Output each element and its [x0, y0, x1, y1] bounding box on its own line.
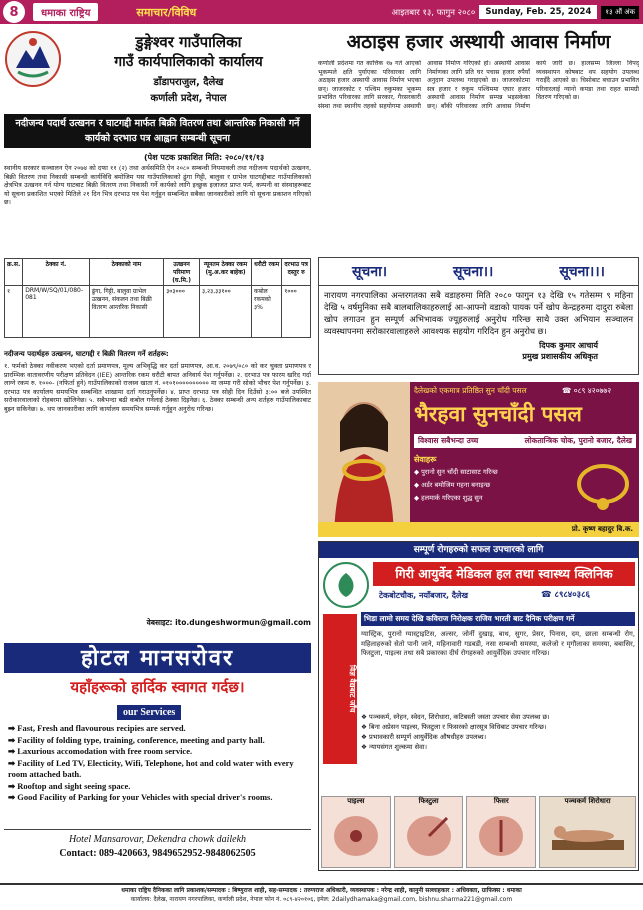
services-list — [8, 723, 308, 804]
fistula-image: फिस्टुला — [394, 796, 464, 868]
table-cell: १ — [5, 286, 23, 338]
notice-heading — [319, 258, 638, 286]
clinic-place: टेकबोटचौक, नयाँबजार, दैलेख — [379, 591, 469, 600]
notice-signer: दिपक कुमार आचार्य — [539, 341, 598, 350]
clinic-banner: सम्पूर्ण रोगहरुको सफल उपचारको लागि — [319, 542, 638, 558]
jewellery-icon — [572, 456, 634, 516]
issue-date-np: आइतबार १३, फागुन २०८० — [391, 7, 476, 18]
office-name: गाउँ कार्यपालिकाको कार्यालय — [114, 54, 263, 70]
notice-signer-title: प्रमुख प्रशासकीय अधिकृत — [522, 352, 598, 361]
conditions-text: १. फर्मको ठेक्का नवीकरण भएको दर्ता प्रमाणपत्र, मूल्य अभिवृद्धि कर दर्ता प्रमाणपत्र, आ.व. २०७९/०८० को कर चुक्ता प्रमाणपत्र र प्रारम्भिक वातावरणीय परीक्षण प्रतिवेदन (IEE) आन्तरिक रकम धरौटी बापत अनिवार्य पेश गर्नुपर्नेछ। २. दरभाउ पत्र फारम खरिद गर्दा लाग्ने रकम रु. १०००- (नफिर्ता हुने) गाउँपालिकाको राजस्व खाता नं. ०१०१०००००००००० मा जम्मा गरी सोको भौचर पेश गर्नुपर्नेछ। ३. दरभाउ पत्र कार्यालय समयभित्र सम्बन्धित शाखामा दर्ता गराउनुपर्नेछ। ४. प्राप्त दरभाउ पत्र सोही दिन दिउँसो ३:०० बजे उपस्थित सरोकारवालाको रोहबरमा खोलिनेछ। ५. सबैभन्दा बढी कबोल गर्नेलाई ठेक्का दिइनेछ। ६. ठेक्का सम्बन्धी अन्य शर्तहरु गाउँपालिकाबाट बुझ्न सकिनेछ। ७. थप जानकारीका लागि कार्यालय समयभित्र सम्पर्क गर्नुहुन अनुरोध गरिन्छ। — [4, 362, 311, 413]
fissure-image: फिसर — [466, 796, 536, 868]
list-item: ◆ अर्डर बमोजिम गहना बनाइन्छ — [414, 481, 491, 489]
tender-table — [4, 258, 311, 338]
table-header: दरभाउ पत्र दस्तुर रु — [282, 259, 311, 286]
table-header: धरौटी रकम — [252, 259, 282, 286]
notice-website: वेबसाइट: ito.dungeshwormun@gmail.com — [146, 618, 311, 627]
jewel-name: भैरहवा सुनचाँदी पसल — [414, 401, 582, 426]
clinic-intro: भिडा लामो समय देखि कविराज निरोक्षक राजिव भारती बाट दैनिक परीक्षण गर्ने — [361, 612, 635, 626]
list-item: ❖ बिना अप्रेसन पाइल्स, फिस्टुला र फिसरको क्षारसूत्र विधिबाट उपचार गरिन्छ। — [361, 723, 547, 731]
footer-line: कार्यालय: दैलेख, नारायण नगरपालिका, कर्णाली प्रदेश, नेपाल फोन नं. ०८९-४२०१०६, इमेल: 2dailydhamaka@gmail.com, bishnu.sharma221@gmail.com — [130, 895, 513, 903]
jewellery-ad — [318, 382, 639, 537]
clinic-diseases: ग्यास्ट्रिक, पुरानो ग्यास्ट्राइटिस, अल्सर, जोर्नी दुखाइ, बाथ, सुगर, प्रेसर, पिनास, दम, छाला सम्बन्धी रोग, महिलाहरुको सेतो पानी जाने, महिनावारी गडबडी, नसा सम्बन्धी समस्या, कलेजो र मृगौलाका समस्या, बबासिर, फिस्टुला, पाइल्स तथा सबै प्रकारका दीर्घ रोगहरुको आयुर्वेदिक उपचार गरिन्छ। — [361, 630, 635, 657]
hotel-footer — [4, 829, 311, 863]
municipality-header — [4, 28, 311, 112]
page-number: 8 — [3, 1, 25, 23]
services-title: our Services — [117, 705, 181, 720]
panchakarma-image: पञ्चकर्म शिरोधारा — [539, 796, 636, 868]
list-item: ➡ Rooftop and sight seeing space. — [8, 780, 131, 791]
list-item: ➡ Facility of folding type, training, conference, meeting and party hall. — [8, 734, 265, 745]
clinic-phone: ☎ ८९८४०३८६ — [541, 590, 590, 600]
article-body: कर्णाली प्रदेशमा गत कात्तिक १७ गते आएको भूकम्पले क्षति पुर्याएका परिवारका लागि अठाइस हजार अस्थायी आवास निर्माण भएका छन्। जाजरकोट र पश्चिम रुकुमका भूकम्प प्रभावित परिवारका लागि सरकार, गैरसरकारी संस्था तथा स्थानीय तहको सहयोगमा अस्थायी आवास निर्माण गरिएको हो। अस्थायी आवास निर्माणका लागि प्रति घर पचास हजार रुपैयाँ अनुदान उपलब्ध गराइएको छ। जाजरकोटमा सत्र हजार र रुकुम पश्चिममा एघार हजार अस्थायी आवास निर्माण सम्पन्न भइसकेका छन्। बाँकी परिवारका लागि आवास निर्माण कार्य जारी छ। हालसम्म जिल्ला विपद् व्यवस्थापन कोषबाट थप सहयोग उपलब्ध गराइँदै आएको छ। चिसोबाट बचाउन प्रभावित परिवारलाई न्यानो कपडा तथा राहत सामग्री वितरण गरिएको छ। — [318, 60, 639, 110]
table-cell: १००० — [282, 286, 311, 338]
municipality-notice — [4, 28, 311, 641]
hotel-welcome: यहाँहरूको हार्दिक स्वागत गर्दछ। — [70, 678, 245, 696]
table-cell: ३०३००० — [164, 286, 200, 338]
page-header — [0, 0, 643, 24]
table-cell: ढुंगा, गिट्टी, बालुवा ग्राभेल उत्खनन, संकलन तथा बिक्री वितरण आन्तरिक निकासी — [89, 286, 164, 338]
publication-date: (पेश पटक प्रकाशित मिति: २०८०/११/१३ — [144, 153, 265, 162]
jewel-strip: विश्वास सबैभन्दा उच्च लोकतान्त्रिक चोक, पुरानो बजार, दैलेख — [414, 434, 636, 448]
clinic-images — [321, 796, 636, 868]
table-cell: कबोल रकमको ३% — [252, 286, 282, 338]
table-header: ठेक्का नं. — [23, 259, 89, 286]
municipality-name: डुङ्गेश्वर गाउँपालिका — [135, 33, 242, 51]
office-province: कर्णाली प्रदेश, नेपाल — [150, 93, 227, 104]
notice-intro: स्थानीय सरकार सञ्चालन ऐन २०७४ को दफा ११ (२) तथा अर्थसमिति ऐन २०८० सम्बन्धी नियमावली तथा नदीजन्य पदार्थको उत्खनन, बिक्री वितरण तथा निकासी सम्बन्धी कार्यविधि बमोजिम यस गाउँपालिकाको ढुंगा गिट्टी, बालुवा र ग्राभेल घाटगद्दीबाट गाउँपालिकाको क्षेत्रभित्र उत्खनन गर्न योग्य घाटबाट बिक्री वितरण तथा निकासी गर्ने कार्यको लागि इच्छुक इजाजत प्राप्त फर्म, कम्पनी वा संस्थाहरूबाट यो सूचना प्रकाशित भएको मितिले २१ दिन भित्र दरभाउ पत्र पेश गर्नुहुन सम्बन्धित सबैका जानकारीको लागि यो सूचना प्रकाशन गरिएको छ। — [4, 164, 311, 206]
clinic-ad — [318, 541, 639, 871]
hotel-title: होटल मानसरोवर — [4, 643, 311, 673]
clinic-logo-icon — [323, 562, 369, 608]
list-item: ➡ Fast, Fresh and flavourous recipies are served. — [8, 723, 186, 733]
list-item: ❖ प्रभावकारी सम्पूर्ण आयुर्वेदिक औषधीहरु उपलब्ध। — [361, 733, 487, 741]
hotel-address: Hotel Mansarovar, Dekendra chowk dailekh — [68, 834, 247, 845]
notice-word: सूचना। — [351, 264, 388, 280]
list-item: ➡ Facility of Led TV, Electicity, Wifi, Telephone, hot and cold water with every room attached bath. — [8, 757, 294, 779]
table-header: ठेक्काको नाम — [89, 259, 164, 286]
list-item: ➡ Laxurious accomodation with free room service. — [8, 746, 193, 756]
piles-image: पाइल्स — [321, 796, 391, 868]
notice-body: नारायण नगरपालिका अन्तरगतका सबै वडाहरुमा मिति २०८० फागुन १३ देखि १५ गतेसम्म ९ महिना देखि ५ वर्षमुनिका सबै बालबालिकाहरुलाई आ-आफ्नो वडाको पायक पर्ने खोप केन्द्रहरुमा दादुरा रुबेला खोप लगाउन हुन सम्पूर्ण अभिभावक ज्यूहरुलाई अनुरोध गरिन्छ साथै उक्त अभियान सञ्चालन व्यवस्थापनमा सरोकारवालाहरुले आवश्यक सहयोग गरिदिन हुन अनुरोध छ। — [324, 290, 633, 336]
article-headline: अठाइस हजार अस्थायी आवास निर्माण — [346, 31, 611, 53]
jewel-bottom: प्रो. कृष्ण बहादुर बि.क. — [318, 522, 639, 537]
clinic-badge: विज्ञ वैद्यबाट जाँच — [323, 614, 357, 764]
footer-line: धमाका राष्ट्रिय दैनिकका लागि प्रकाशक/सम्पादक : बिष्णुराज शाही, सह-सम्पादक : तरुणराज अधिकारी, व्यवस्थापक : नरेन्द्र शाही, कानुनी सल्लाहकार : अधिवक्ता, ग्राफिक्स : धमाका — [121, 887, 522, 894]
housing-article — [318, 28, 639, 256]
table-header: क्र.स. — [5, 259, 23, 286]
nepal-emblem-icon — [4, 28, 62, 90]
hotel-ad — [4, 643, 311, 863]
list-item: ❖ पञ्चकर्म, स्नेहन, स्वेदन, शिरोधारा, कटिबस्ती जस्ता उपचार सेवा उपलब्ध छ। — [361, 713, 550, 721]
paper-name: धमाका राष्ट्रिय — [33, 3, 98, 21]
notice-banner: नदीजन्य पदार्थ उत्खनन र घाटगद्दी मार्फत बिक्री वितरण तथा आन्तरिक निकासी गर्ने कार्यको दरभाउ पत्र आह्वान सम्बन्धी सूचना — [4, 114, 311, 148]
list-item: ◆ हलमार्क गरिएका शुद्ध सुन — [414, 494, 483, 502]
clinic-points — [361, 712, 635, 752]
jewel-services — [414, 466, 564, 505]
conditions-title: नदीजन्य पदार्थहरु उत्खनन, घाटगद्दी र बिक्री वितरण गर्ने शर्तहरू: — [4, 350, 169, 358]
table-row — [5, 286, 311, 338]
table-header: न्यूनतम ठेक्का रकम (मु.अ.कर बाहेक) — [200, 259, 252, 286]
table-cell: DRM/W/SQ/01/080-081 — [23, 286, 89, 338]
vaccination-notice — [318, 257, 639, 375]
table-cell: ३,२३,३३१०० — [200, 286, 252, 338]
clinic-name: गिरी आयुर्वेद मेडिकल हल तथा स्वास्थ्य क्लिनिक — [373, 562, 635, 586]
woman-model-icon — [318, 382, 410, 537]
jewel-tagline: दैलेखको एकमात्र प्रतिष्ठित सुन चाँदी पसल — [414, 386, 527, 395]
notice-word: सूचना।।। — [559, 264, 605, 280]
list-item: ➡ Good Facility of Parking for your Vehicles with special driver's rooms. — [8, 792, 273, 802]
jewel-phone: ☎ ०८९ ४२०७७२ — [562, 386, 612, 395]
table-header: उत्खनन परिमाण (घ.मि.) — [164, 259, 200, 286]
page-footer — [0, 883, 643, 910]
issue-date-en: Sunday, Feb. 25, 2024 — [479, 5, 597, 19]
hotel-contact: Contact: 089-420663, 9849652952-9848062505 — [59, 848, 256, 859]
model-photo — [318, 382, 410, 537]
notice-word: सूचना।। — [452, 264, 494, 280]
office-place: डाँडापराजुल, दैलेख — [153, 77, 224, 88]
list-item: ◆ पुरानो सुन चाँदी साटासाट गरिन्छ — [414, 468, 498, 476]
list-item: ❖ न्यायसंगत शुल्कमा सेवा। — [361, 743, 427, 751]
jewel-services-label: सेवाहरू — [414, 455, 437, 464]
page-mark: १३ औं अंक — [601, 6, 639, 19]
section-title: समाचार/विविध — [136, 5, 197, 19]
table-header-row — [5, 259, 311, 286]
